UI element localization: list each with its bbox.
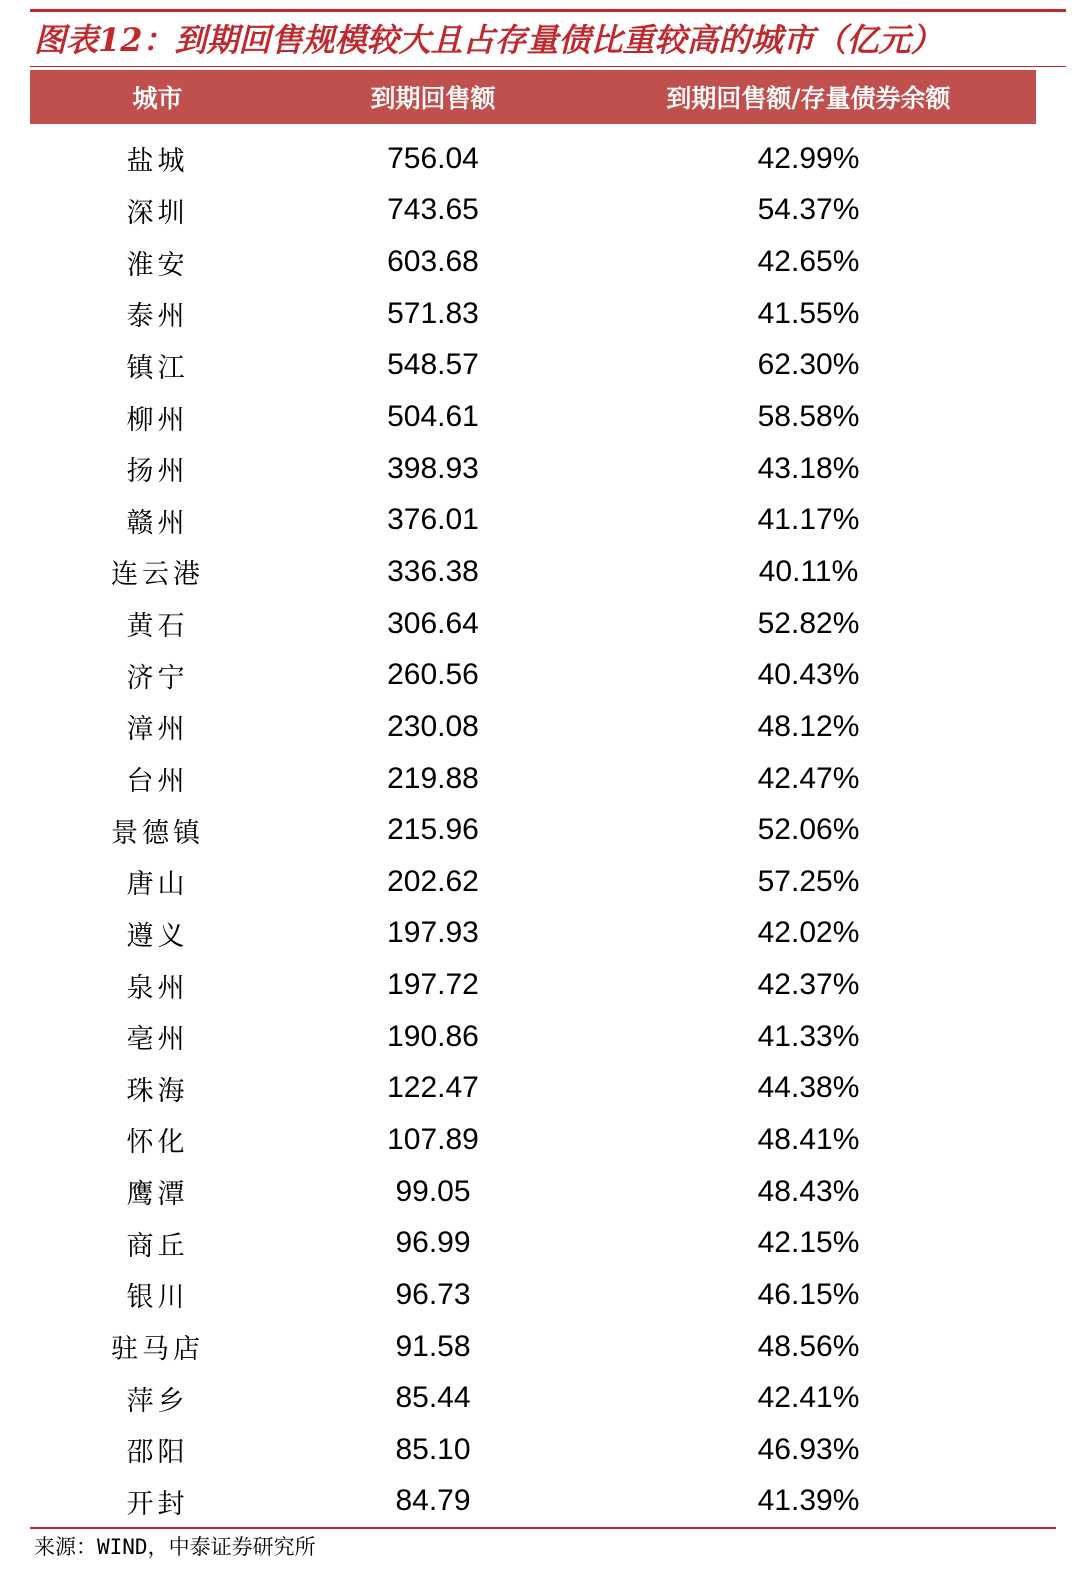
cell-city: 商丘 [126,1230,189,1262]
cell-ratio: 48.12% [757,709,860,743]
cell-amount: 743.65 [387,193,479,227]
cell-ratio: 42.65% [757,245,860,279]
cell-city: 泰州 [126,301,189,333]
cell-ratio: 58.58% [757,400,860,434]
cell-amount: 197.72 [387,968,479,1002]
table-row [30,1321,1036,1373]
table-header [30,70,1036,124]
table-row [30,598,1036,650]
cell-amount: 107.89 [387,1122,479,1156]
table-row [30,1114,1036,1166]
table-row [30,701,1036,753]
cell-amount: 230.08 [387,709,479,743]
cell-ratio: 40.43% [757,658,860,692]
cell-amount: 306.64 [387,606,479,640]
cell-ratio: 42.15% [757,1226,860,1260]
cell-city: 邵阳 [126,1437,189,1469]
table-row [30,236,1036,288]
cell-ratio: 41.17% [757,503,860,537]
table-row [30,1372,1036,1424]
cell-amount: 91.58 [395,1329,471,1363]
cell-ratio: 42.47% [757,761,860,795]
cell-city: 亳州 [126,1024,189,1056]
cell-city: 泉州 [126,972,189,1004]
table-row [30,288,1036,340]
cell-city: 淮安 [126,249,189,281]
table-row [30,959,1036,1011]
table-row [30,856,1036,908]
cell-amount: 376.01 [387,503,479,537]
cell-city: 台州 [126,766,189,797]
table-row [30,1476,1036,1528]
cell-city: 怀化 [126,1127,189,1159]
cell-ratio: 46.93% [757,1432,860,1466]
table-row [30,1424,1036,1476]
cell-city: 扬州 [126,456,189,488]
header-amount: 到期回售额 [370,84,496,113]
cell-amount: 202.62 [387,864,479,898]
cell-city: 柳州 [126,404,189,436]
cell-amount: 85.10 [395,1432,471,1466]
source-note: 来源：WIND，中泰证券研究所 [34,1535,316,1559]
cell-city: 盐城 [126,146,189,178]
figure-title: 图表12：到期回售规模较大且占存量债比重较高的城市（亿元） [34,21,943,59]
cell-ratio: 43.18% [757,451,860,485]
cell-city: 赣州 [126,507,189,539]
cell-city: 深圳 [126,197,189,229]
cell-ratio: 48.41% [757,1122,860,1156]
cell-city: 连云港 [111,559,204,591]
cell-amount: 197.93 [387,916,479,950]
cell-amount: 84.79 [395,1484,471,1518]
cell-ratio: 52.06% [757,813,860,847]
cell-ratio: 40.11% [758,554,859,588]
table-row [30,1217,1036,1269]
cell-city: 驻马店 [111,1334,204,1366]
table-row [30,185,1036,237]
cell-amount: 756.04 [387,141,479,175]
cell-amount: 122.47 [387,1071,479,1105]
cell-city: 漳州 [126,714,189,746]
cell-amount: 504.61 [387,400,479,434]
cell-amount: 96.99 [395,1226,471,1260]
bottom-rule [30,1527,1056,1529]
cell-ratio: 62.30% [757,348,860,382]
cell-ratio: 46.15% [757,1277,860,1311]
cell-ratio: 41.33% [757,1019,860,1053]
cell-ratio: 48.56% [757,1329,860,1363]
cell-city: 萍乡 [126,1385,189,1417]
cell-amount: 336.38 [387,554,479,588]
cell-amount: 603.68 [387,245,479,279]
cell-city: 开封 [126,1488,189,1520]
cell-amount: 260.56 [387,658,479,692]
cell-ratio: 52.82% [757,606,860,640]
cell-city: 镇江 [126,352,189,384]
cell-amount: 85.44 [395,1381,471,1415]
table-row [30,443,1036,495]
table-row [30,649,1036,701]
table-row [30,1011,1036,1063]
cell-ratio: 41.39% [757,1484,860,1518]
cell-amount: 96.73 [395,1277,471,1311]
cell-ratio: 42.41% [757,1381,860,1415]
table-row [30,1063,1036,1115]
cell-ratio: 42.99% [757,141,860,175]
cell-city: 济宁 [126,662,189,694]
cell-amount: 571.83 [387,296,479,330]
table-row [30,804,1036,856]
cell-ratio: 57.25% [757,864,860,898]
cell-amount: 215.96 [387,813,479,847]
cell-city: 鹰潭 [126,1179,189,1211]
table-row [30,908,1036,960]
table-row [30,1166,1036,1218]
cell-amount: 190.86 [387,1019,479,1053]
cell-city: 唐山 [126,869,189,901]
cell-ratio: 48.43% [757,1174,860,1208]
table-row [30,546,1036,598]
cell-ratio: 41.55% [757,296,860,330]
cell-city: 银川 [126,1282,189,1314]
header-ratio: 到期回售额/存量债券余额 [666,84,951,113]
cell-amount: 398.93 [387,451,479,485]
cell-city: 珠海 [126,1075,189,1107]
title-rule [30,66,1066,67]
table-row [30,133,1036,185]
table-row [30,391,1036,443]
table-row [30,1269,1036,1321]
data-table [30,70,1036,1527]
cell-ratio: 42.02% [757,916,860,950]
cell-ratio: 44.38% [757,1071,860,1105]
cell-ratio: 42.37% [757,968,860,1002]
table-row [30,340,1036,392]
table-body [30,124,1036,1527]
cell-amount: 99.05 [395,1174,471,1208]
cell-ratio: 54.37% [757,193,860,227]
cell-city: 景德镇 [111,817,204,849]
header-city: 城市 [132,84,183,113]
cell-amount: 548.57 [387,348,479,382]
top-rule [30,9,1066,12]
cell-city: 黄石 [126,611,189,643]
table-row [30,494,1036,546]
cell-city: 遵义 [126,920,189,952]
cell-amount: 219.88 [387,761,479,795]
table-row [30,753,1036,805]
